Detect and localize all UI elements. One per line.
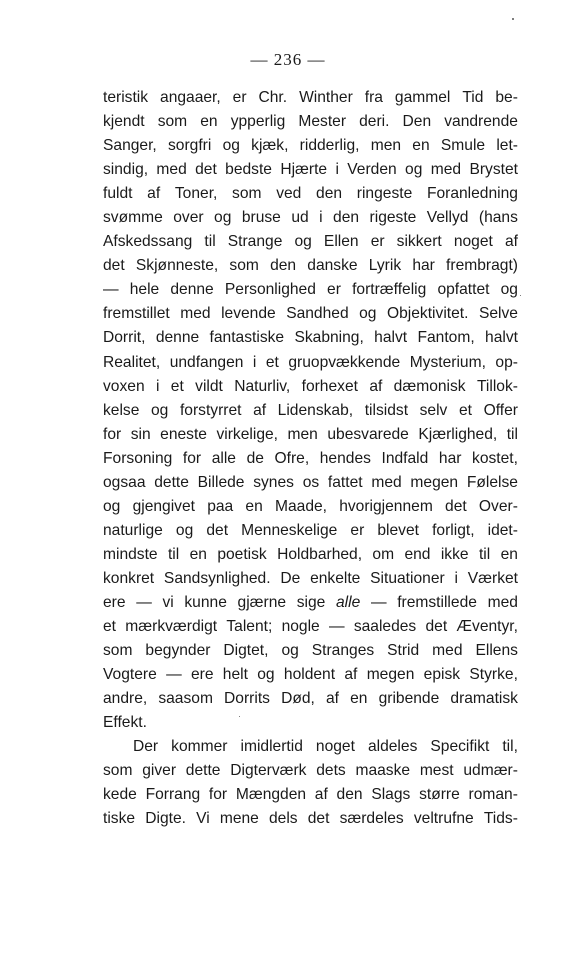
- text-line: mindste til en poetisk Holdbarhed, om end ikke til en: [103, 545, 518, 563]
- text-line: naturlige og det Menneskelige er blevet forligt, idet-: [103, 521, 518, 539]
- text-line: Realitet, undfangen i et gruopvækkende Mysterium, op-: [103, 353, 518, 371]
- text-line: fuldt af Toner, som ved den ringeste Foranledning: [103, 185, 518, 203]
- text-line: fremstillet med levende Sandhed og Objektivitet. Selve: [103, 305, 518, 323]
- text-line: og gjengivet paa en Maade, hvorigjennem det Over-: [103, 497, 518, 515]
- text-line: det Skjønneste, som den danske Lyrik har frembragt): [103, 257, 518, 275]
- text-line: Der kommer imidlertid noget aldeles Specifikt til,: [133, 738, 518, 756]
- text-line: konkret Sandsynlighed. De enkelte Situationer i Værket: [103, 569, 518, 587]
- text-line: kelse og forstyrret af Lidenskab, tilsidst selv et Offer: [103, 401, 518, 419]
- text-line: sindig, med det bedste Hjærte i Verden og med Brystet: [103, 161, 518, 179]
- paper-speck: [520, 295, 521, 296]
- text-line: andre, saasom Dorrits Død, af en gribende dramatisk: [103, 690, 518, 708]
- text-line: Effekt.: [103, 714, 147, 732]
- text-line: tiske Digte. Vi mene dels det særdeles veltrufne Tids-: [103, 810, 518, 828]
- text-line: som giver dette Digterværk dets maaske mest udmær-: [103, 762, 518, 780]
- text-line: — hele denne Personlighed er fortræffelig opfattet og: [103, 281, 518, 299]
- paper-speck: [239, 716, 240, 717]
- text-line: Dorrit, denne fantastiske Skabning, halvt Fantom, halvt: [103, 329, 518, 347]
- text-line: voxen i et vildt Naturliv, forhexet af dæmonisk Tillok-: [103, 377, 518, 395]
- text-line: Forsoning for alle de Ofre, hendes Indfald har kostet,: [103, 449, 518, 467]
- text-line: Vogtere — ere helt og holdent af megen episk Styrke,: [103, 666, 518, 684]
- text-line: kede Forrang for Mængden af den Slags større roman-: [103, 786, 518, 804]
- text-line: Afskedssang til Strange og Ellen er sikkert noget af: [103, 233, 518, 251]
- paper-speck: [512, 18, 514, 20]
- text-line: Sanger, sorgfri og kjæk, ridderlig, men en Smule let-: [103, 137, 518, 155]
- text-line: ogsaa dette Billede synes os fattet med megen Følelse: [103, 473, 518, 491]
- text-line: ere — vi kunne gjærne sige alle — fremstillede med: [103, 593, 518, 611]
- text-line: som begynder Digtet, og Stranges Strid med Ellens: [103, 642, 518, 660]
- text-line: svømme over og bruse ud i den rigeste Vellyd (hans: [103, 209, 518, 227]
- page-number: — 236 —: [250, 50, 326, 69]
- text-line: teristik angaaer, er Chr. Winther fra gammel Tid be-: [103, 89, 518, 106]
- body-text: [103, 86, 518, 831]
- text-line: for sin eneste virkelige, men ubesvarede Kjærlighed, til: [103, 425, 518, 443]
- text-line: et mærkværdigt Talent; nogle — saaledes det Æventyr,: [103, 618, 518, 636]
- text-line: kjendt som en ypperlig Mester deri. Den vandrende: [103, 113, 518, 131]
